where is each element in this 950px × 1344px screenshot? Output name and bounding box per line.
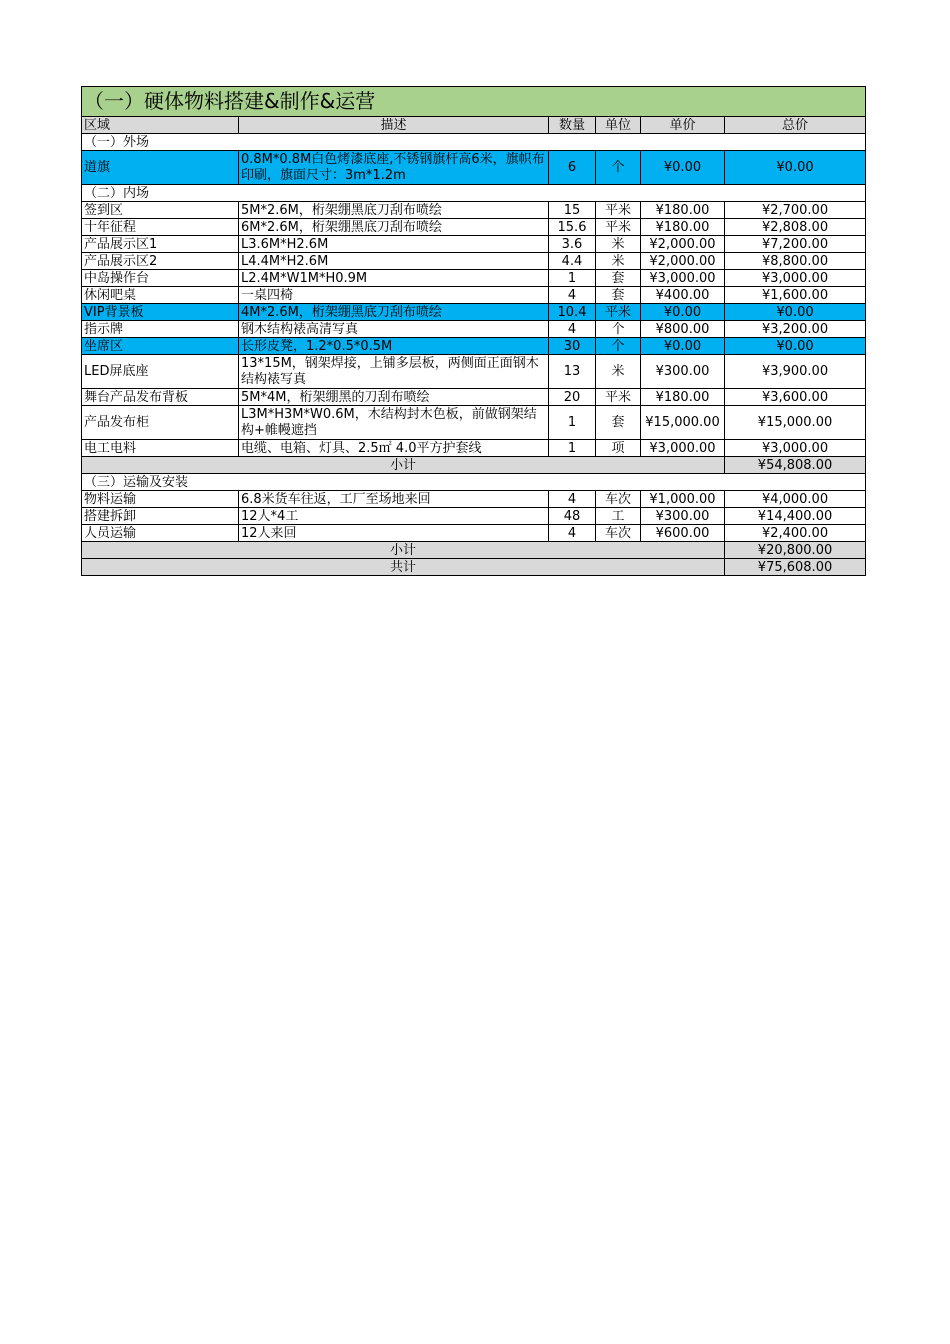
cell-total: ¥0.00 xyxy=(725,151,866,185)
cell-qty: 4 xyxy=(549,491,596,508)
cell-desc: 0.8M*0.8M白色烤漆底座,不锈钢旗杆高6米，旗帜布印刷，旗面尺寸：3m*1.2m xyxy=(239,151,549,185)
subtotal-value: ¥54,808.00 xyxy=(725,457,866,474)
cell-qty: 48 xyxy=(549,508,596,525)
cell-area: 电工电料 xyxy=(82,440,239,457)
cell-desc: 12人来回 xyxy=(239,525,549,542)
table-row xyxy=(82,270,866,287)
cell-area: LED屏底座 xyxy=(82,355,239,389)
cell-unit: 套 xyxy=(596,270,641,287)
cell-desc: 5M*2.6M，桁架绷黑底刀刮布喷绘 xyxy=(239,202,549,219)
cell-area: 产品展示区1 xyxy=(82,236,239,253)
cell-qty: 4.4 xyxy=(549,253,596,270)
cell-desc: 6M*2.6M，桁架绷黑底刀刮布喷绘 xyxy=(239,219,549,236)
cell-price: ¥0.00 xyxy=(641,304,725,321)
cell-qty: 6 xyxy=(549,151,596,185)
cell-total: ¥3,000.00 xyxy=(725,440,866,457)
cell-desc: L2.4M*W1M*H0.9M xyxy=(239,270,549,287)
cell-total: ¥0.00 xyxy=(725,338,866,355)
table-row xyxy=(82,491,866,508)
cell-qty: 1 xyxy=(549,270,596,287)
section-label: （二）内场 xyxy=(82,185,866,202)
table-row xyxy=(82,525,866,542)
cell-desc: L4.4M*H2.6M xyxy=(239,253,549,270)
cell-total: ¥3,900.00 xyxy=(725,355,866,389)
section-row xyxy=(82,474,866,491)
cell-unit: 套 xyxy=(596,406,641,440)
cell-area: 签到区 xyxy=(82,202,239,219)
subtotal-value: ¥20,800.00 xyxy=(725,542,866,559)
cell-price: ¥0.00 xyxy=(641,338,725,355)
cell-desc: 13*15M，钢架焊接，上铺多层板，两侧面正面钢木结构裱写真 xyxy=(239,355,549,389)
cell-desc: 一桌四椅 xyxy=(239,287,549,304)
cell-area: 人员运输 xyxy=(82,525,239,542)
quote-table xyxy=(81,86,866,576)
table-row xyxy=(82,508,866,525)
cell-area: 产品发布柜 xyxy=(82,406,239,440)
cell-area: 休闲吧桌 xyxy=(82,287,239,304)
cell-price: ¥300.00 xyxy=(641,355,725,389)
cell-unit: 米 xyxy=(596,236,641,253)
grand-total-value: ¥75,608.00 xyxy=(725,559,866,576)
section-row xyxy=(82,134,866,151)
grand-total-label: 共计 xyxy=(82,559,725,576)
table-row xyxy=(82,389,866,406)
cell-total: ¥0.00 xyxy=(725,304,866,321)
table-row xyxy=(82,253,866,270)
cell-price: ¥180.00 xyxy=(641,389,725,406)
cell-unit: 平米 xyxy=(596,219,641,236)
table-row xyxy=(82,321,866,338)
cell-price: ¥15,000.00 xyxy=(641,406,725,440)
header-price: 单价 xyxy=(641,117,725,134)
cell-price: ¥3,000.00 xyxy=(641,270,725,287)
cell-total: ¥14,400.00 xyxy=(725,508,866,525)
cell-unit: 米 xyxy=(596,355,641,389)
cell-area: 中岛操作台 xyxy=(82,270,239,287)
title-row xyxy=(82,87,866,117)
cell-unit: 平米 xyxy=(596,389,641,406)
cell-total: ¥3,600.00 xyxy=(725,389,866,406)
cell-qty: 13 xyxy=(549,355,596,389)
cell-qty: 4 xyxy=(549,287,596,304)
cell-area: 指示牌 xyxy=(82,321,239,338)
cell-desc: 电缆、电箱、灯具、2.5㎡ 4.0平方护套线 xyxy=(239,440,549,457)
section-row xyxy=(82,185,866,202)
table-row xyxy=(82,287,866,304)
cell-qty: 15.6 xyxy=(549,219,596,236)
cell-price: ¥1,000.00 xyxy=(641,491,725,508)
cell-unit: 个 xyxy=(596,338,641,355)
subtotal-row xyxy=(82,457,866,474)
cell-qty: 1 xyxy=(549,440,596,457)
cell-qty: 4 xyxy=(549,321,596,338)
cell-qty: 15 xyxy=(549,202,596,219)
grand-total-row xyxy=(82,559,866,576)
cell-qty: 10.4 xyxy=(549,304,596,321)
header-qty: 数量 xyxy=(549,117,596,134)
cell-price: ¥3,000.00 xyxy=(641,440,725,457)
cell-area: 舞台产品发布背板 xyxy=(82,389,239,406)
table-row xyxy=(82,219,866,236)
cell-unit: 个 xyxy=(596,321,641,338)
cell-price: ¥180.00 xyxy=(641,202,725,219)
header-area: 区域 xyxy=(82,117,239,134)
section-label: （三）运输及安装 xyxy=(82,474,866,491)
cell-area: 产品展示区2 xyxy=(82,253,239,270)
cell-total: ¥3,200.00 xyxy=(725,321,866,338)
cell-desc: 6.8米货车往返，工厂至场地来回 xyxy=(239,491,549,508)
cell-unit: 平米 xyxy=(596,202,641,219)
header-total: 总价 xyxy=(725,117,866,134)
sheet-title: （一）硬体物料搭建&制作&运营 xyxy=(82,87,866,117)
quote-sheet xyxy=(81,86,865,576)
cell-total: ¥2,400.00 xyxy=(725,525,866,542)
cell-area: 搭建拆卸 xyxy=(82,508,239,525)
cell-price: ¥2,000.00 xyxy=(641,253,725,270)
cell-price: ¥0.00 xyxy=(641,151,725,185)
cell-price: ¥300.00 xyxy=(641,508,725,525)
cell-price: ¥600.00 xyxy=(641,525,725,542)
cell-area: 道旗 xyxy=(82,151,239,185)
table-row xyxy=(82,151,866,185)
cell-desc: L3M*H3M*W0.6M，木结构封木色板，前做钢架结构+帷幔遮挡 xyxy=(239,406,549,440)
table-row xyxy=(82,406,866,440)
cell-desc: 12人*4工 xyxy=(239,508,549,525)
cell-qty: 20 xyxy=(549,389,596,406)
subtotal-label: 小计 xyxy=(82,457,725,474)
cell-desc: 长形皮凳，1.2*0.5*0.5M xyxy=(239,338,549,355)
header-desc: 描述 xyxy=(239,117,549,134)
cell-price: ¥800.00 xyxy=(641,321,725,338)
cell-price: ¥400.00 xyxy=(641,287,725,304)
subtotal-label: 小计 xyxy=(82,542,725,559)
cell-desc: 钢木结构裱高清写真 xyxy=(239,321,549,338)
cell-desc: 5M*4M，桁架绷黑的刀刮布喷绘 xyxy=(239,389,549,406)
table-row xyxy=(82,440,866,457)
cell-qty: 3.6 xyxy=(549,236,596,253)
table-row xyxy=(82,304,866,321)
header-row xyxy=(82,117,866,134)
cell-total: ¥7,200.00 xyxy=(725,236,866,253)
cell-qty: 30 xyxy=(549,338,596,355)
cell-price: ¥2,000.00 xyxy=(641,236,725,253)
cell-unit: 个 xyxy=(596,151,641,185)
cell-desc: L3.6M*H2.6M xyxy=(239,236,549,253)
cell-total: ¥3,000.00 xyxy=(725,270,866,287)
cell-total: ¥8,800.00 xyxy=(725,253,866,270)
cell-total: ¥1,600.00 xyxy=(725,287,866,304)
table-row xyxy=(82,202,866,219)
section-label: （一）外场 xyxy=(82,134,866,151)
table-row xyxy=(82,355,866,389)
cell-unit: 车次 xyxy=(596,491,641,508)
cell-area: 物料运输 xyxy=(82,491,239,508)
table-row xyxy=(82,236,866,253)
cell-qty: 4 xyxy=(549,525,596,542)
cell-unit: 车次 xyxy=(596,525,641,542)
table-row xyxy=(82,338,866,355)
cell-unit: 平米 xyxy=(596,304,641,321)
header-unit: 单位 xyxy=(596,117,641,134)
cell-area: 十年征程 xyxy=(82,219,239,236)
cell-unit: 套 xyxy=(596,287,641,304)
cell-total: ¥2,808.00 xyxy=(725,219,866,236)
cell-unit: 米 xyxy=(596,253,641,270)
cell-unit: 工 xyxy=(596,508,641,525)
cell-area: VIP背景板 xyxy=(82,304,239,321)
cell-unit: 项 xyxy=(596,440,641,457)
cell-total: ¥4,000.00 xyxy=(725,491,866,508)
cell-desc: 4M*2.6M，桁架绷黑底刀刮布喷绘 xyxy=(239,304,549,321)
cell-price: ¥180.00 xyxy=(641,219,725,236)
cell-area: 坐席区 xyxy=(82,338,239,355)
cell-total: ¥15,000.00 xyxy=(725,406,866,440)
cell-qty: 1 xyxy=(549,406,596,440)
cell-total: ¥2,700.00 xyxy=(725,202,866,219)
subtotal-row xyxy=(82,542,866,559)
